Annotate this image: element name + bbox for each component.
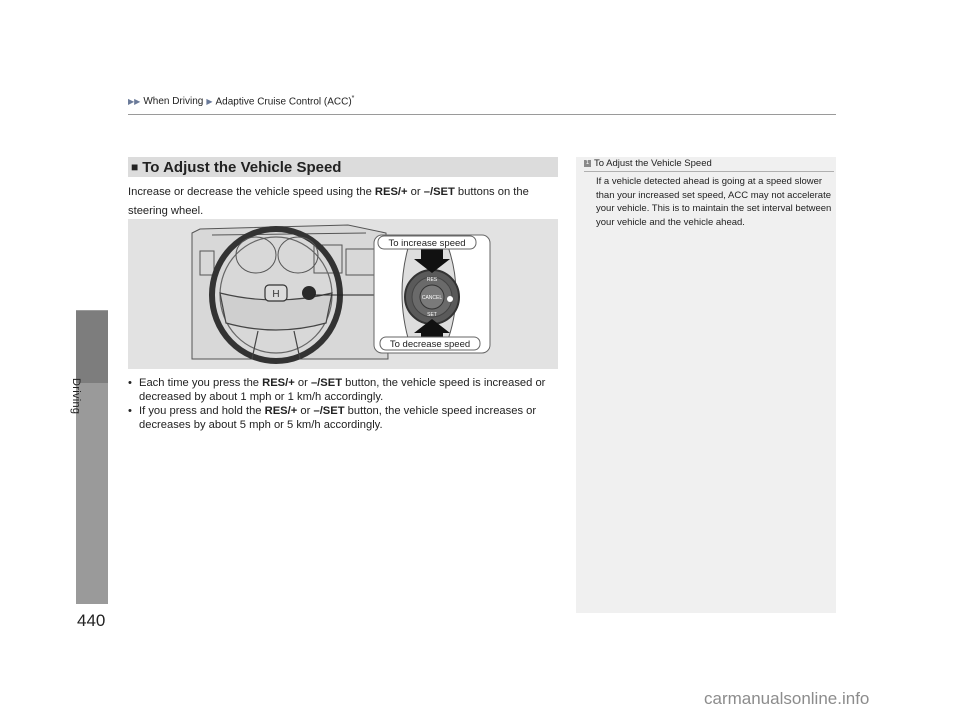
bullet-list [128,377,564,433]
callout-increase: To increase speed [388,238,466,249]
list-item: • If you press and hold the RES/+ or –/SET button, the vehicle speed increases or decreases by about 5 mph or 5 km/h accordingly. [128,405,537,431]
breadcrumb [128,95,354,107]
breadcrumb-item-acc[interactable]: Adaptive Cruise Control (ACC)* [215,95,355,108]
chapter-side-tab-highlight [76,311,108,383]
bullet-dot-icon: • [128,405,132,417]
side-note-heading [584,158,834,169]
side-note-divider [584,171,834,172]
note-reference-icon: 1 [585,160,590,166]
steering-wheel-drawing [128,219,558,369]
section-title: To Adjust the Vehicle Speed [142,158,342,176]
breadcrumb-arrow-icon: ▶ [206,96,213,106]
breadcrumb-item-when-driving[interactable]: When Driving [143,95,204,107]
callout-decrease: To decrease speed [389,339,471,350]
chapter-label: Driving [70,378,82,415]
set-label: SET [427,312,437,318]
bullet-dot-icon: • [128,377,132,389]
page-number: 440 [77,611,106,630]
section-heading [128,157,558,177]
svg-text:H: H [272,289,280,300]
side-note-title: To Adjust the Vehicle Speed [594,158,712,169]
cancel-label: CANCEL [421,295,443,301]
list-item: • Each time you press the RES/+ or –/SET button, the vehicle speed is increased or decreased by about 1 mph or 1 km/h accordingly. [128,377,546,403]
intro-paragraph: Increase or decrease the vehicle speed using the RES/+ or –/SET buttons on the steering wheel. [128,186,529,217]
header-divider [128,114,836,115]
section-square-icon: ■ [131,160,139,174]
breadcrumb-arrow-icon: ▶▶ [128,96,141,106]
res-label: RES [426,277,438,283]
watermark: carmanualsonline.info [704,689,870,708]
steering-wheel-illustration [128,219,558,369]
side-note-text: If a vehicle detected ahead is going at a speed slower than your increased set speed, ACC may not accelerate your vehicle. This is to maintain the set interval between your vehicle and the vehicle ahead. [596,176,832,228]
footnote-marker: * [351,95,355,102]
